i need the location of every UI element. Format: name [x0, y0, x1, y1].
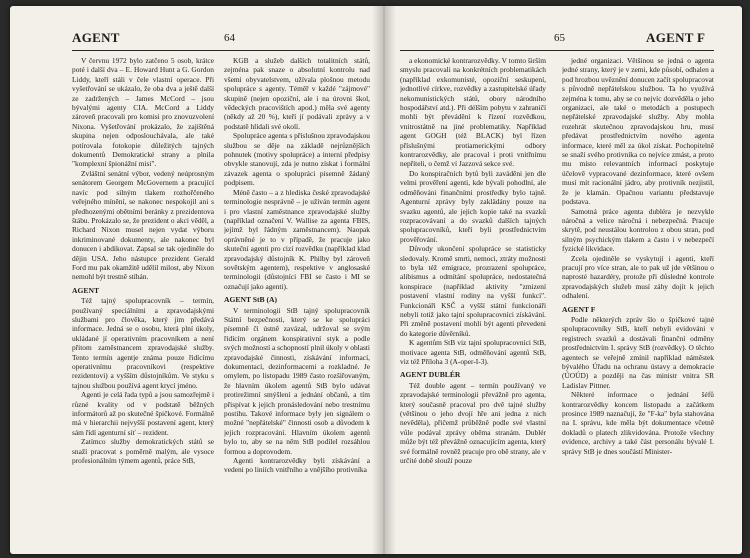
body-paragraph: Agenti kontrarozvědky byli získávání a vedeni po liniích vnitřního a vnějšího protivníka: [224, 456, 370, 475]
body-paragraph: Zvláštní senátní výbor, vedený neúprosným senátorem Georgem McGovernem a pracující navíc pod silným tlakem rozhořčeného veřejného mínění, se nakonec nespokojil ani s předhozenými obětními beránky z prezidentova štábu. Prokázalo se, že prezident o akci věděl, a Richard Nixon musel nejen vydat výboru inkriminované dokumenty, ale nakonec byl donucen i abdikovat. Zapsal se tak ojediněle do dějin USA. Jeho nástupce prezident Gerald Ford mu pak okamžitě udělil milost, aby Nixon nemohl být trestně stíhán.: [72, 168, 214, 282]
section-heading: AGENT StB (A): [224, 295, 278, 305]
header-rule-right: [400, 50, 714, 51]
header-rule-left: [72, 50, 370, 51]
book-spread: [10, 6, 742, 554]
running-header-left: AGENT: [72, 30, 120, 45]
body-paragraph: Do konspiračních bytů byli zaváděni jen dle velmi prověření agenti, kde bývali pohodlní, ale odměňováni finančními prostředky bylo tajně. Agenturní zprávy byly zaklädány pouze na svazku agentů, ale jejich kopie také na svazků rozpracovávaní a do svazků dalších tajných spolupracovníků, kteří byli prostřednictvím prověřování.: [400, 168, 546, 244]
body-paragraph: Agenti je celá řada typů a jsou samozřejmě i různé kvality od v podstatě běžných informátorů až po skutečné špičkové. Formálně má v hierarchii nejvyšší postavení agent, který sám řídí agenturní síť – rezident.: [72, 390, 214, 437]
body-paragraph: Též tajný spolupracovník – termín, používaný speciálními a zpravodajskými službami pro člověka, který jim předává informace. Jedná se o osobu, která plní úkoly, ukládané jí operativním pracovníkem a není přitom zaměstnancem zpravodajské služby. Tento termín agentje známa pouze řídícímu operativnímu pracovníkovi (respektive rezidentovi) a vyšším důstojníkům. Ve styku s tajnou službou používá agent krycí jméno.: [72, 296, 214, 390]
left-page-column-1: [72, 56, 214, 546]
body-paragraph: Samotná práce agenta dubléra je nezvykle náročná a velice náročná i nebezpečná. Pracuje skrytě, pod neustálou kontrolou z obou stran, pod silným psychickým tlakem a často i v nebezpečí fyzické likvidace.: [562, 206, 714, 254]
right-page-column-2: [562, 56, 714, 546]
left-page: [10, 6, 380, 554]
body-paragraph: Některé informace o jednání šéfů kontrarozvědky koncem listopadu a začátkem prosince 1989 naznačují, že "F-ka" byla stahována na I. správu, kde měla být dokumentace včetně dokladů o platech zlikvidována. Protože všechny evidence, archivy a také část personálu bývalé I. správy StB je dnes součástí Minister-: [562, 390, 714, 456]
body-paragraph: Důvody ukončení spolupráce se statisticky sledovaly. Kromě smrti, nemoci, ztráty možnosti to byla též emigrace, prozrazení spolupráce, alibismus a odmítání spolupráce, nedostatečná konspirace (například aktivity "zmizení postavení vlastní rodiny na vyšší funkci". Funkcionáři KSČ a vyšší státní funkcionáři nebyli totiž jako tajní spolupracovníci získávání. Při změně postavení mohli být agenti převedeni do kategorie důvěrníků.: [400, 244, 546, 338]
right-page: [384, 6, 742, 554]
right-page-column-1: [400, 56, 546, 546]
body-paragraph: Též double agent – termín používaný ve zpravodajské terminologii převážně pro agenta, který současně pracoval pro dvě tajné služby (většinou o jeho dvojí hře ani jedna z nich nevěděla), přičemž průběžně podle své vlastní vůle podával zprávy oběma stranám. Dublér může být též převážně oznacujícím agenta, který své formálně rovněž pracuje pro obě strany, ale v určité době slouží pouze: [400, 380, 546, 466]
body-paragraph: Zcela ojediněle se vyskytují i agenti, kteří pracují pro více stran, ale to pak už jde většinou o naprosté hazardéry, protože při důsledné kontrole zpravodajských služeb musí záhy dojít k jejich odhalení.: [562, 253, 714, 301]
body-paragraph: Zatímco služby demokratických států se snaží pracovat s poměrně malým, ale vysoce profesionálním týmem agentů, práce StB,: [72, 437, 214, 466]
running-header-right: AGENT F: [646, 30, 706, 45]
section-heading: AGENT F: [562, 304, 596, 314]
body-paragraph: Méně často – a z hlediska české zpravodajské terminologie nesprávně – je užíván termín agent i pro vlastní zaměstnance zpravodajské služby (například označení V. Wallise za agenta FBIS, jejímž byl řádným zaměstnancem). Naopak oprávněné je to v případě, že pracuje jako skuteční agenti pro cizí rozvědku (například klad zpravodajský důstojník K. Philby byl zároveň sovětským agentem), respektive v anglosaské terminologii (důstojníci FBI se často i MI se označují jako agenti).: [224, 187, 370, 291]
body-paragraph: K agentům StB viz tajní spolupracovníci StB, motivace agenta StB, odměňování agentů StB, viz též Příloha 3 (A-oper-I-3).: [400, 338, 546, 366]
body-paragraph: KGB a služeb dalších totalitních států, zejména pak snaze o absolutní kontrolu nad všemi obyvatelstvem, užívala plošnou metodu spolupráce s agenty. Téměř v každé "zájmové" skupině (nejen opoziční, ale i na úrovni škol, vědeckých pracovištích apod.) měla své agenty (někdy až 20 %), kteří jí podávali zprávy a v podstatě hlídali své okolí.: [224, 56, 370, 131]
body-paragraph: V červnu 1972 bylo zatčeno 5 osob, krátce poté i další dva – E. Howard Hunt a G. Gordon Liddy, kteří stáli v čele vlastní operace. Při vyšetřování se ukázalo, že oba dva a ještě další ze zadržených – James McCord – jsou bývalými agenty CIA. McCord a Liddy zároveň pracovali pro komisi pro znovuzvolení Nixona. Vyšetřování prokázalo, že zajištěná skupina nejen odposlouchávala, ale také potírovala fotokopie důležitých tajných dokumentů Demokratické strany a plnila "komplexní špionážní misi".: [72, 56, 214, 169]
body-paragraph: Podle některých zpráv šlo o špičkové tajné spolupracovníky StB, kteří nebyli evidováni v registrech svazků a dostávali finanční odměny prostřednictvím I. správy StB (rozvědky). O těchto agentech se veřejně zmínil například náměstek bývalého Úřadu na ochranu ústavy a demokracie (ÚOÚD) a později na čas ministr vnitra SR Ladislav Pittner.: [562, 314, 714, 390]
body-paragraph: jedné organizaci. Většinou se jedná o agenta jedné strany, který je v zemi, kde působí, odhalen a pod hrozbou uvěznění donucen začít spolupracovat s původně nepřátelskou službou. Ta ho využívá zejména k tomu, aby se co nejvíc dozvěděla o jeho organizaci, ale také o metodách a postupech nepřátelské zpravodajské služby. Aby mohla rozehrát skutečnou zpravodajskou hru, musí předávat prostřednictvím nového agenta informace, které měl za úkol získat. Pochopitelně se snaží svého protivníka co nejvíce zmást, a proto mu místo relevantních informací poskytuje účelově vypracované dezinformace, které ovšem musí mít racionální jádro, aby protivník nezjistil, že je klamán. Opačnou variantu představuje podstava.: [562, 56, 714, 207]
body-paragraph: a ekonomické kontrarozvědky. V tomto širším smyslu pracovali na konkrétních problematikách (například exkomunisté, opoziční seskupení, jednotlivé církve, rozvědky a zastupitelské úřady nekomunistických států, obory národního hospodářství atd.). Při délším pobytu v zahraničí mohli být převádění k řízení rozvědkou, vnitrostátně na jiné problematiky. Například agent GOGH (též BLACK) byl řízen příslušnými protiamerickými odbory kontrarozvědky, ale pracoval i proti vnitřnímu nepříteli, o čemž ví Jazzová sekce své.: [400, 56, 546, 169]
section-heading: AGENT: [72, 285, 100, 295]
body-paragraph: Spolupráce agenta s příslušnou zpravodajskou službou se děje na základě nejrůznějších pohnutek (motivy spolupráce) a interní předpisy obvykle stanovují, zda je nutno získat i formální závazek agenta o spolupráci písemně žádaný podpisem.: [224, 131, 370, 188]
body-paragraph: V terminologii StB tajný spolupracovník Státní bezpečnosti, který se ke spolupráci písemně či ústně zavázal, udržoval se svým řídícím orgánem konspirativní styk a podle svých možností a schopností plnil úkoly v oblasti zpravodajské činnosti, získávání informací, dokumentací, dezinformacemi a rozkladné. Je omylem, po listopadu 1989 často rozšiřovaným, že hlavním úkolem agentů StB bylo udávat protirežimní smýšlení a jednání občanů, a tím přispívat k jejich pronásledování nebo trestnímu postihu. Takové informace byly jen signálem o možné "nepřátelské" činnosti osob a důvodem k jejich rozpracování. Hlavním úkolem agentů bylo to, aby se na něm StB podílel rozsáhlou formou a doprovodem.: [224, 305, 370, 456]
left-page-column-2: [224, 56, 370, 546]
page-number-left: 64: [224, 32, 235, 44]
section-heading: AGENT DUBLÉR: [400, 370, 461, 380]
page-number-right: 65: [554, 32, 565, 44]
